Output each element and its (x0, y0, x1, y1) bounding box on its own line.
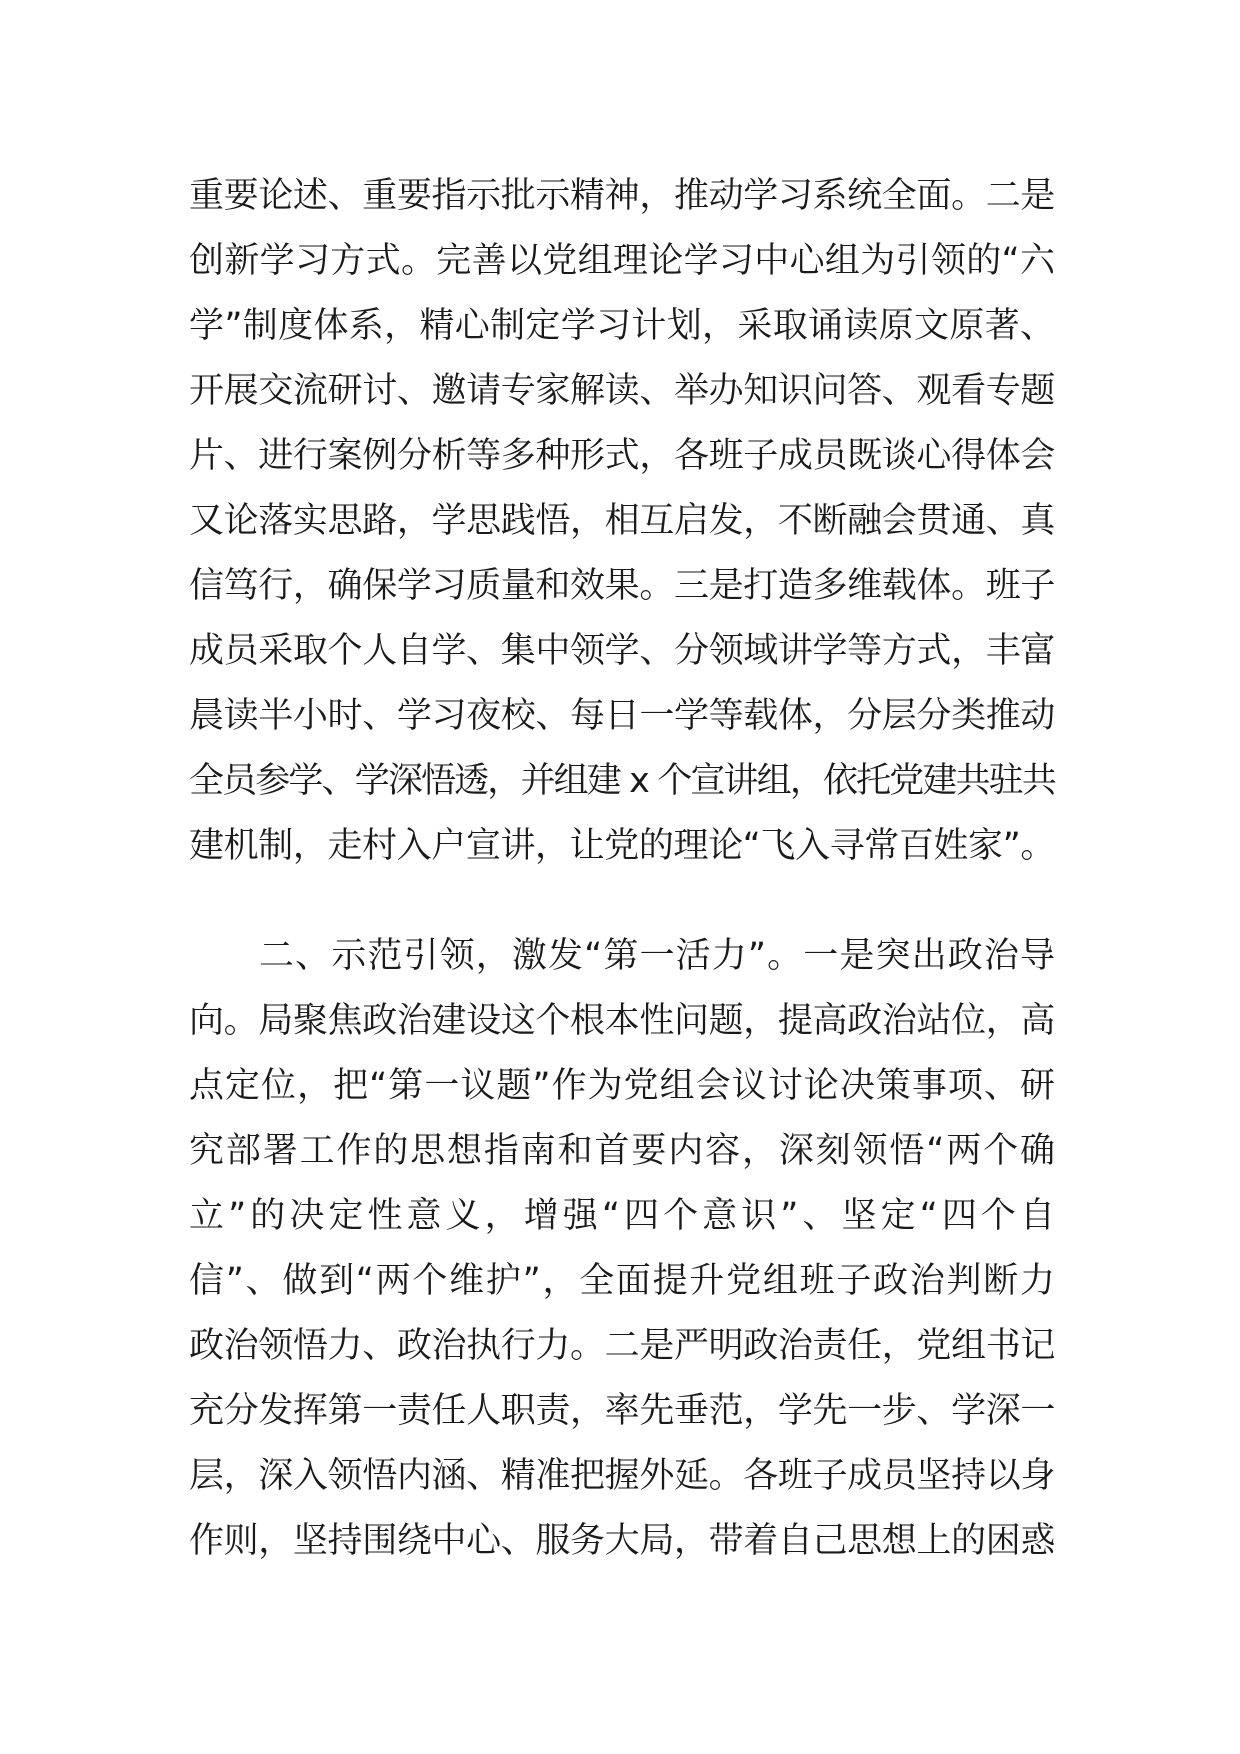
text-line: 重要论述、重要指示批示精神，推动学习系统全面。二是 (189, 176, 1055, 216)
paragraph-continuation (189, 164, 1055, 879)
paragraph-section-two (189, 924, 1055, 1574)
text-line: 政治领悟力、政治执行力。二是严明政治责任，党组书记 (189, 1326, 1055, 1366)
text-line: 成员采取个人自学、集中领学、分领域讲学等方式，丰富 (189, 631, 1055, 671)
text-line: 作则，坚持围绕中心、服务大局，带着自己思想上的困惑 (189, 1521, 1055, 1561)
text-line: 向。局聚焦政治建设这个根本性问题，提高政治站位，高 (189, 1001, 1055, 1041)
text-line: 建机制，走村入户宣讲，让党的理论“飞入寻常百姓家”。 (189, 826, 1055, 866)
text-line: 信”、做到“两个维护”，全面提升党组班子政治判断力 (189, 1261, 1055, 1301)
text-line: 究部署工作的思想指南和首要内容，深刻领悟“两个确 (189, 1131, 1055, 1171)
text-line: 充分发挥第一责任人职责，率先垂范，学先一步、学深一 (189, 1391, 1055, 1431)
text-line: 立”的决定性意义，增强“四个意识”、坚定“四个自 (189, 1196, 1055, 1236)
section-heading-line: 二、示范引领，激发“第一活力”。一是突出政治导 (259, 936, 1055, 976)
text-line: 开展交流研讨、邀请专家解读、举办知识问答、观看专题 (189, 371, 1055, 411)
text-line: 层，深入领悟内涵、精准把握外延。各班子成员坚持以身 (189, 1456, 1055, 1496)
text-line: 晨读半小时、学习夜校、每日一学等载体，分层分类推动 (189, 696, 1055, 736)
text-line: 创新学习方式。完善以党组理论学习中心组为引领的“六 (189, 241, 1055, 281)
text-line: 全员参学、学深悟透，并组建 x 个宣讲组，依托党建共驻共 (189, 761, 1055, 801)
text-line: 学”制度体系，精心制定学习计划，采取诵读原文原著、 (189, 306, 1055, 346)
text-line: 又论落实思路，学思践悟，相互启发，不断融会贯通、真 (189, 501, 1055, 541)
text-line: 点定位，把“第一议题”作为党组会议讨论决策事项、研 (189, 1066, 1055, 1106)
text-line: 片、进行案例分析等多种形式，各班子成员既谈心得体会 (189, 436, 1055, 476)
text-line: 信笃行，确保学习质量和效果。三是打造多维载体。班子 (189, 566, 1055, 606)
